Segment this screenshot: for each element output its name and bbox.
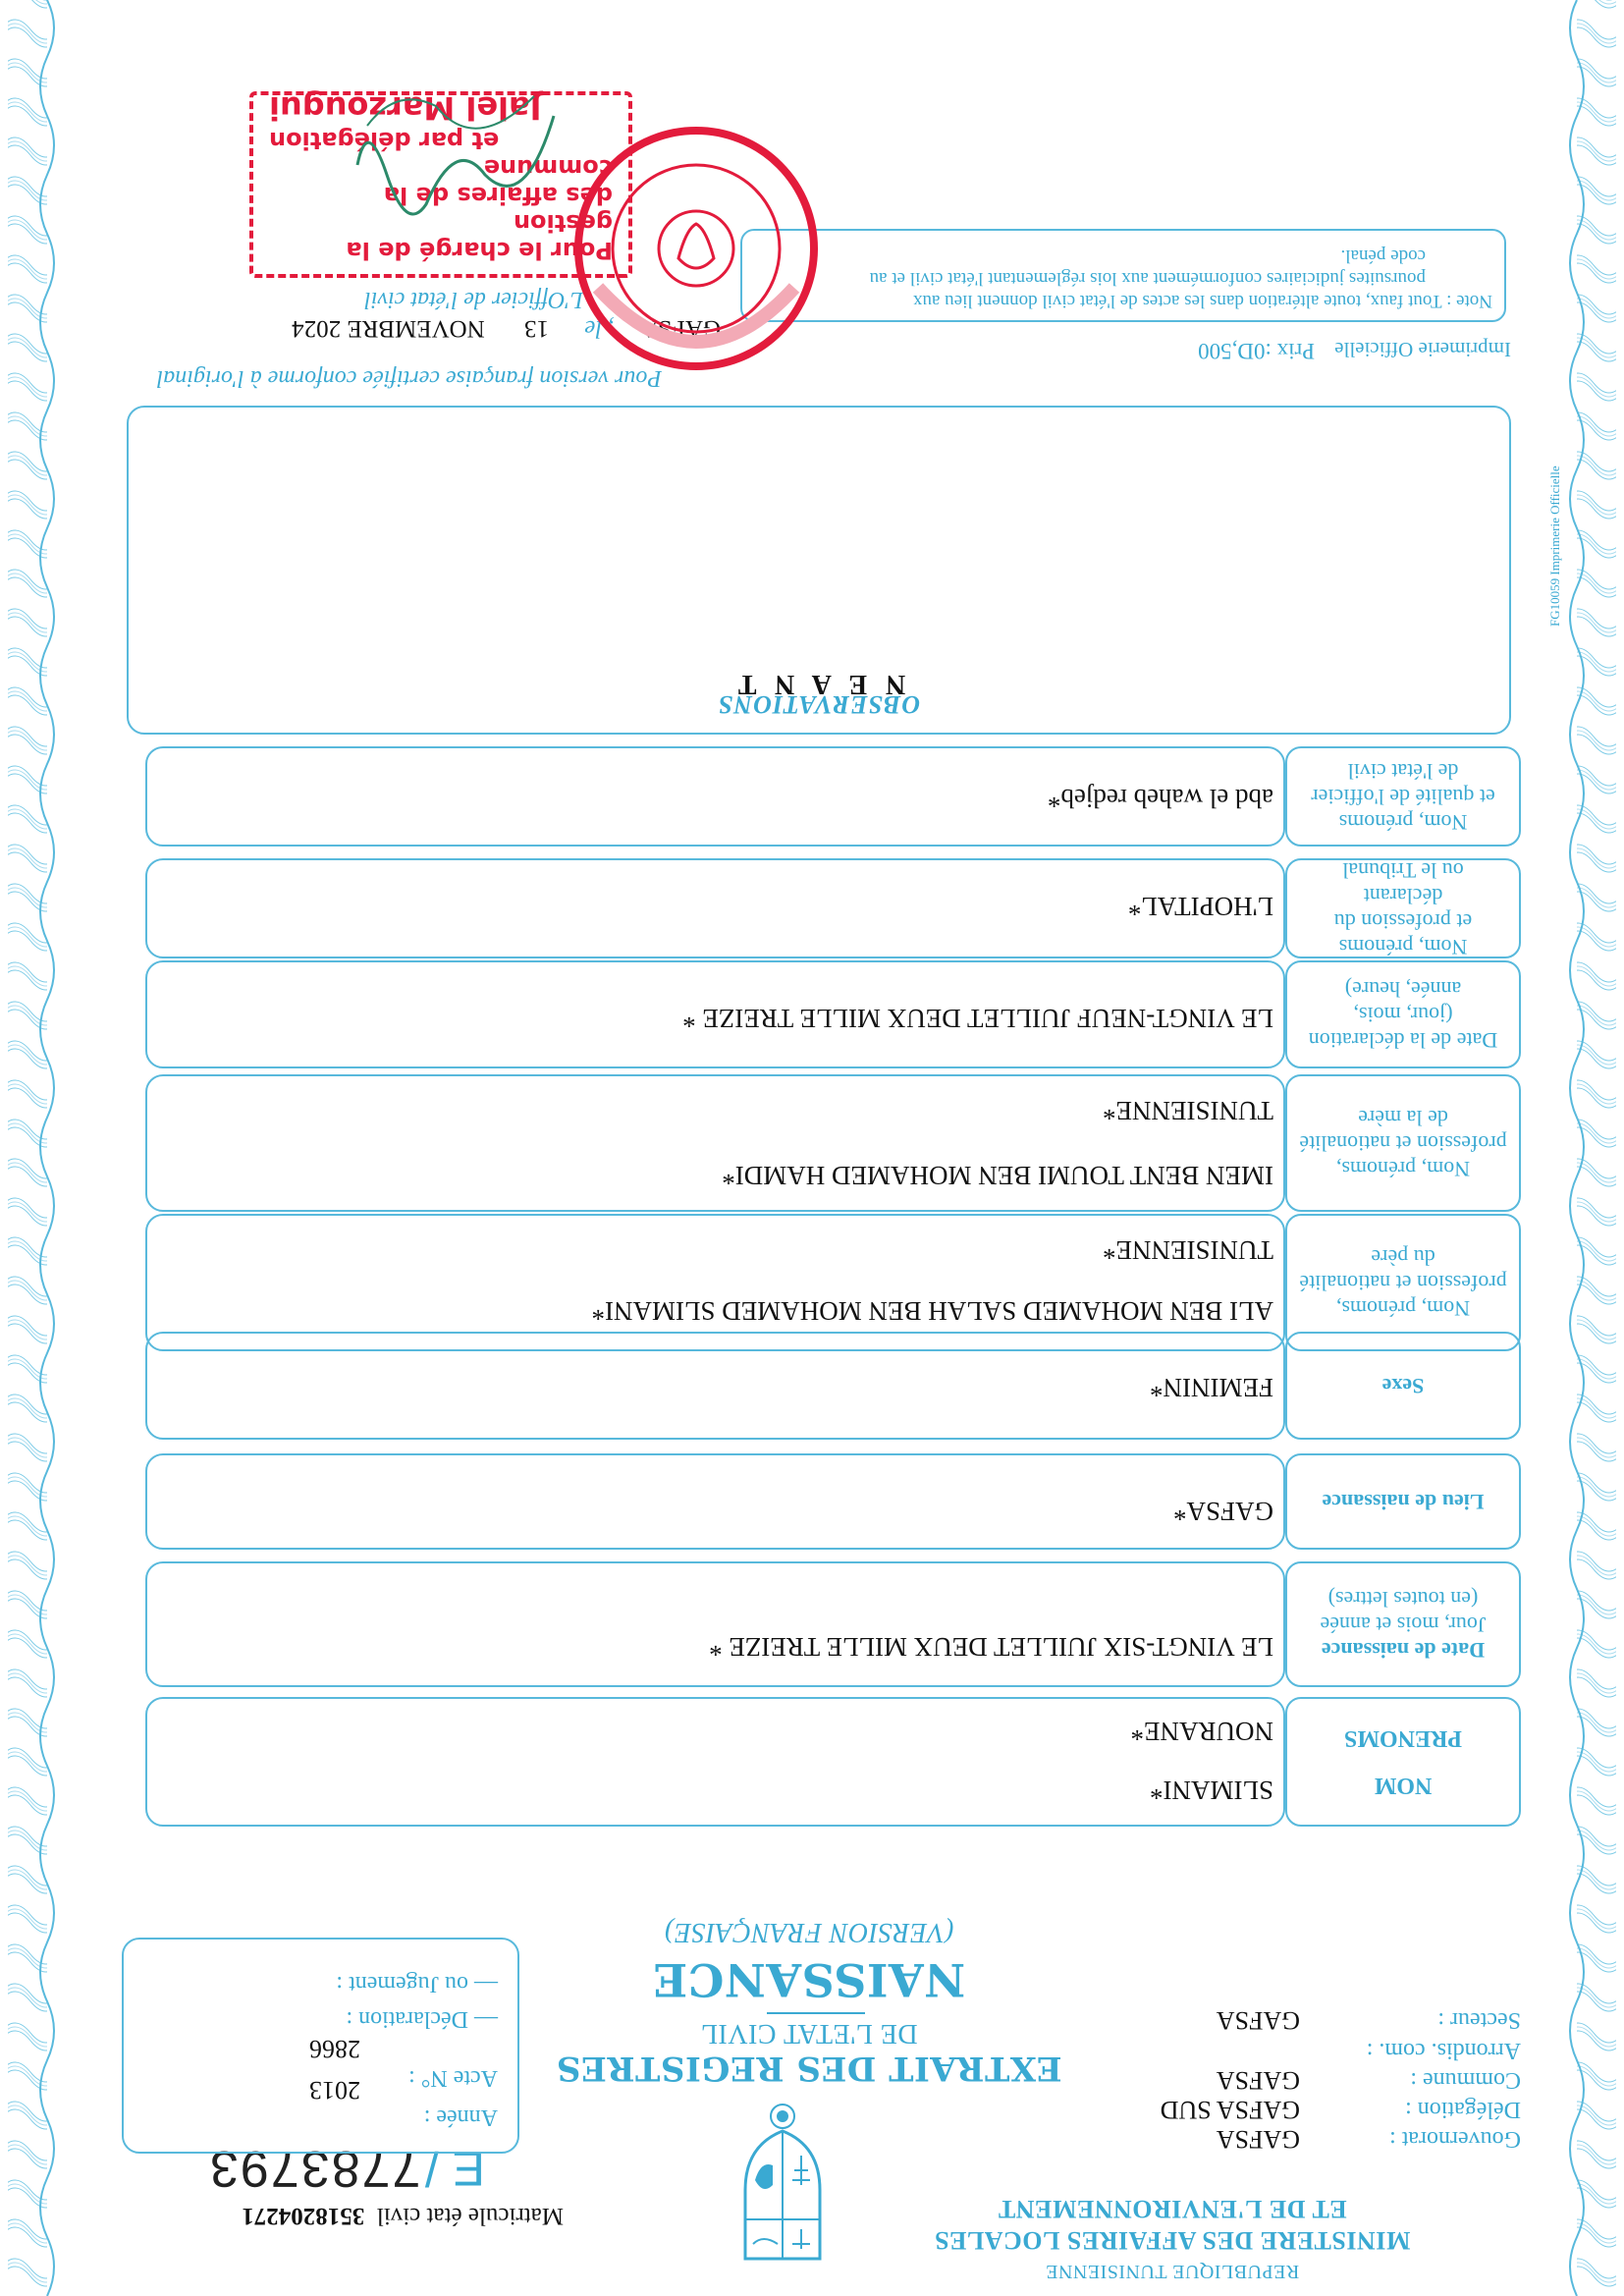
lieu-label-box	[1285, 1453, 1521, 1550]
declaration-date-value: LE VINGT-NEUF JUILLET DEUX MILLE TREIZE *	[682, 1004, 1273, 1033]
ministry-line-2: ET DE L'ENVIRONNEMENT	[998, 2195, 1347, 2223]
date-naissance-label: Date de naissance	[1321, 1638, 1486, 1663]
observations-value: N E A N T	[731, 669, 906, 699]
date-naissance-value: LE VINGT-SIX JUILLET DEUX MILLE TREIZE *	[709, 1632, 1273, 1662]
delegation-label: Délégation :	[1405, 2097, 1521, 2122]
month-year-value: NOVEMBRE 2024	[292, 315, 485, 342]
declaration-date-field	[145, 960, 1285, 1068]
legal-note-box	[740, 229, 1506, 322]
nom-value: SLIMANI*	[1150, 1776, 1273, 1805]
acte-number-value: 2866	[309, 2035, 360, 2063]
lieu-field	[145, 1453, 1285, 1550]
sexe-label: Sexe	[1381, 1374, 1425, 1398]
observations-title: OBSERVATIONS	[717, 690, 921, 719]
pere-nationality: TUNISIENNE*	[1103, 1235, 1273, 1265]
commune-value: GAFSA	[1216, 2066, 1300, 2095]
annee-label: Année :	[423, 2105, 498, 2130]
acte-number-label: Acte N° :	[408, 2065, 498, 2091]
day-value: 13	[523, 315, 549, 342]
arrondis-label: Arrondis. com. :	[1366, 2038, 1521, 2063]
date-naissance-label-box	[1285, 1561, 1521, 1687]
prenoms-value: NOURANE*	[1130, 1717, 1273, 1746]
serial-number: 7783793	[207, 2140, 421, 2197]
commune-label: Commune :	[1410, 2067, 1521, 2093]
republic-label: REPUBLIQUE TUNISIENNE	[1045, 2261, 1300, 2282]
officier-label-2: et qualité de l'officier	[1311, 785, 1495, 809]
declarant-label-box	[1285, 858, 1521, 958]
matricule-value: 3518204271	[242, 2203, 365, 2229]
observations-box	[127, 406, 1511, 735]
pere-label-2: profession et nationalité	[1299, 1271, 1507, 1295]
gouvernorat-value: GAFSA	[1216, 2125, 1300, 2154]
certified-copy-text: Pour version française certifiée conforme à l'original	[156, 365, 662, 391]
declaration-date-label-box	[1285, 960, 1521, 1068]
document-title: NAISSANCE	[652, 1953, 966, 2006]
mere-name: IMEN BENT TOUMI BEN MOHAMED HAMDI*	[722, 1161, 1273, 1190]
nom-label: NOM	[1374, 1773, 1433, 1798]
date-naissance-sublabel-2: (en toutes lettres)	[1327, 1587, 1479, 1612]
legal-note-line-3: code pénal.	[1340, 246, 1426, 266]
pere-name: ALI BEN MOHAMED SALAH BEN MOHAMED SLIMANI*	[591, 1296, 1273, 1326]
mere-label-3: de la mère	[1358, 1106, 1448, 1130]
officier-value: abd el waheb redjeb*	[1047, 784, 1273, 813]
legal-note-line-2: poursuites judiciaires conformément aux lois réglementant l'état civil et au	[869, 268, 1426, 289]
officier-label-3: de l'état civil	[1347, 759, 1459, 784]
nom-prenoms-field	[145, 1697, 1285, 1827]
jugement-label: — ou Jugement :	[336, 1971, 498, 1996]
title-line-1: EXTRAIT DES REGISTRES	[556, 2049, 1062, 2088]
stamp-line-1: Pour le chargé de la gestion	[346, 209, 613, 264]
sexe-value: FEMININ*	[1150, 1373, 1273, 1402]
title-divider	[767, 2012, 865, 2014]
secteur-value: GAFSA	[1216, 2006, 1300, 2035]
officier-label-box	[1285, 746, 1521, 847]
right-guilloche-border	[0, 0, 61, 2296]
mere-field	[145, 1074, 1285, 1212]
gouvernorat-label: Gouvernorat :	[1389, 2126, 1521, 2152]
legal-note-line-1: Note : Tout faux, toute altération dans les actes de l'état civil donnent lieu aux	[912, 291, 1492, 311]
lieu-label: Lieu de naissance	[1322, 1490, 1485, 1514]
declarant-label-2: et profession du déclarant	[1333, 884, 1473, 934]
declarant-label-1: Nom, prénoms	[1338, 935, 1468, 959]
handwritten-signature-icon	[348, 86, 564, 234]
matricule-label: Matricule état civil	[376, 2203, 564, 2229]
officer-caption: L'Officier de l'état civil	[364, 287, 583, 312]
declaration-date-label-2: (jour, mois,	[1353, 1003, 1453, 1027]
stamp-name: Jalel Marzougui	[269, 89, 542, 127]
annee-value: 2013	[309, 2076, 360, 2105]
ministry-line-1: MINISTERE DES AFFAIRES LOCALES	[934, 2226, 1411, 2255]
delegation-value: GAFSA SUD	[1160, 2096, 1300, 2124]
lieu-value: GAFSA*	[1172, 1497, 1273, 1526]
place-value: GAFSA	[640, 315, 721, 342]
mere-label-1: Nom, prénoms,	[1335, 1157, 1471, 1181]
declaration-label: — Déclaration :	[346, 2006, 498, 2032]
title-line-2: DE L'ETAT CIVIL	[700, 2018, 918, 2049]
printer-code-vertical: FG10059 Imprimerie Officielle	[1547, 465, 1562, 627]
stamp-line-2: des affaires de la commune	[383, 154, 613, 209]
date-naissance-sublabel: Jour, mois et année	[1320, 1613, 1487, 1637]
acte-box	[122, 1938, 519, 2154]
prenoms-label: PRENOMS	[1344, 1725, 1462, 1751]
nom-prenoms-label-box	[1285, 1697, 1521, 1827]
officier-field	[145, 746, 1285, 847]
date-naissance-field	[145, 1561, 1285, 1687]
version-subtitle: (VERSION FRANÇAISE)	[664, 1917, 954, 1947]
pere-field	[145, 1214, 1285, 1351]
matricule-line	[242, 2202, 564, 2229]
price-label: Prix :0D,500	[1198, 339, 1315, 363]
mere-label-box	[1285, 1074, 1521, 1212]
left-guilloche-border	[1563, 0, 1624, 2296]
printer-label: Imprimerie Officielle	[1334, 338, 1511, 361]
declaration-date-label-3: année, heure)	[1344, 977, 1462, 1002]
stamp-line-3: et par délégation	[269, 127, 500, 154]
mere-nationality: TUNISIENNE*	[1103, 1096, 1273, 1125]
declaration-date-label-1: Date de la déclaration	[1308, 1028, 1498, 1053]
declarant-value: L'HOPITAL*	[1127, 892, 1273, 921]
pere-label-3: du père	[1371, 1245, 1435, 1270]
serial-prefix: E /	[424, 2141, 485, 2196]
pere-label-box	[1285, 1214, 1521, 1351]
declarant-label-3: ou le Tribunal	[1342, 858, 1464, 883]
secteur-label: Secteur :	[1437, 2007, 1521, 2033]
date-le-label: , le	[584, 315, 615, 342]
pere-label-1: Nom, prénoms,	[1335, 1296, 1471, 1321]
officier-label-1: Nom, prénoms	[1338, 810, 1468, 835]
declarant-field	[145, 858, 1285, 958]
tunisia-coat-of-arms-icon	[733, 2102, 832, 2278]
mere-label-2: profession et nationalité	[1299, 1131, 1507, 1156]
